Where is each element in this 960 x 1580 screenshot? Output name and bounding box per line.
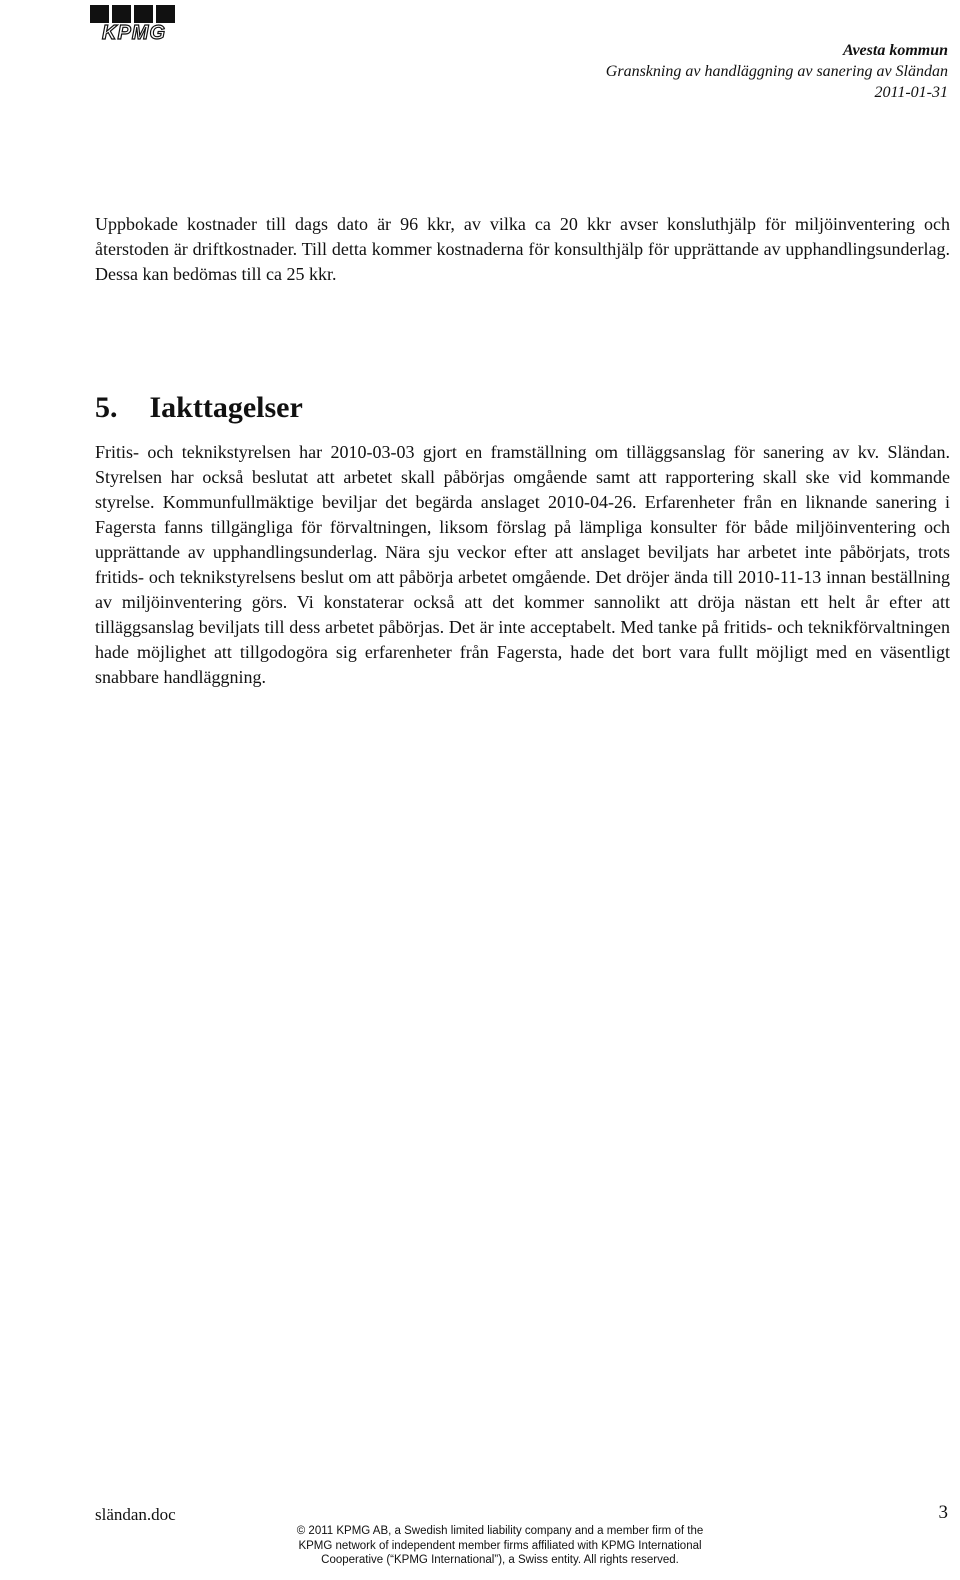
header-subtitle: Granskning av handläggning av sanering av Sländan (605, 63, 948, 80)
header-org: Avesta kommun (842, 42, 948, 59)
page-header (606, 40, 948, 103)
page-number: 3 (938, 1502, 948, 1523)
section-title: Iakttagelser (149, 391, 303, 424)
copyright-line-1: © 2011 KPMG AB, a Swedish limited liability company and a member firm of the (296, 1525, 704, 1537)
header-date: 2011-01-31 (874, 84, 948, 101)
kpmg-logo-icon (88, 2, 180, 42)
copyright-line-3: Cooperative (“KPMG International”), a Swiss entity. All rights reserved. (321, 1554, 679, 1566)
paragraph-observations: Fritis- och teknikstyrelsen har 2010-03-03 gjort en framställning om tilläggsanslag för sanering av kv. Sländan. Styrelsen har också beslutat att arbetet skall påbörjas omgående samt att rapportering skall ske vid kommande styrelse. Kommunfullmäktige beviljar det begärda anslaget 2010-04-26. Erfarenheter från en liknande sanering i Fagersta fanns tillgängliga för förvaltningen, liksom förslag på lämpliga konsulter för både miljöinventering och upprättande av upphandlingsunderlag. Nära sju veckor efter att anslaget beviljats har arbetet inte påbörjats, trots fritids- och teknikstyrelsens beslut om att påbörja arbetet omgående. Det dröjer ända till 2010-11-13 innan beställning av miljöinventering görs. Vi konstaterar också att det kommer sannolikt att dröja nästan ett helt år efter att tilläggsanslag beviljats till dess arbetet påbörjas. Det är inte acceptabelt. Med tanke på fritids- och teknikförvaltningen hade möjlighet att tillgodogöra sig erfarenheter från Fagersta, hade det bort vara fullt möjligt med en väsentligt snabbare handläggning. (95, 442, 950, 687)
section-number: 5. (95, 391, 118, 424)
kpmg-logo (88, 2, 180, 42)
copyright-notice (250, 1524, 750, 1568)
copyright-line-2: KPMG network of independent member firms affiliated with KPMG International (298, 1539, 702, 1552)
logo-text: KPMG (102, 22, 166, 42)
paragraph-costs: Uppbokade kostnader till dags dato är 96 kkr, av vilka ca 20 kkr avser konsluthjälp för miljöinventering och återstoden är driftkostnader. Till detta kommer kostnaderna för konsulthjälp för upprättande av upphandlingsunderlag. Dessa kan bedömas till ca 25 kkr. (95, 214, 950, 284)
footer-filename: sländan.doc (95, 1505, 176, 1524)
section-heading (95, 390, 303, 426)
